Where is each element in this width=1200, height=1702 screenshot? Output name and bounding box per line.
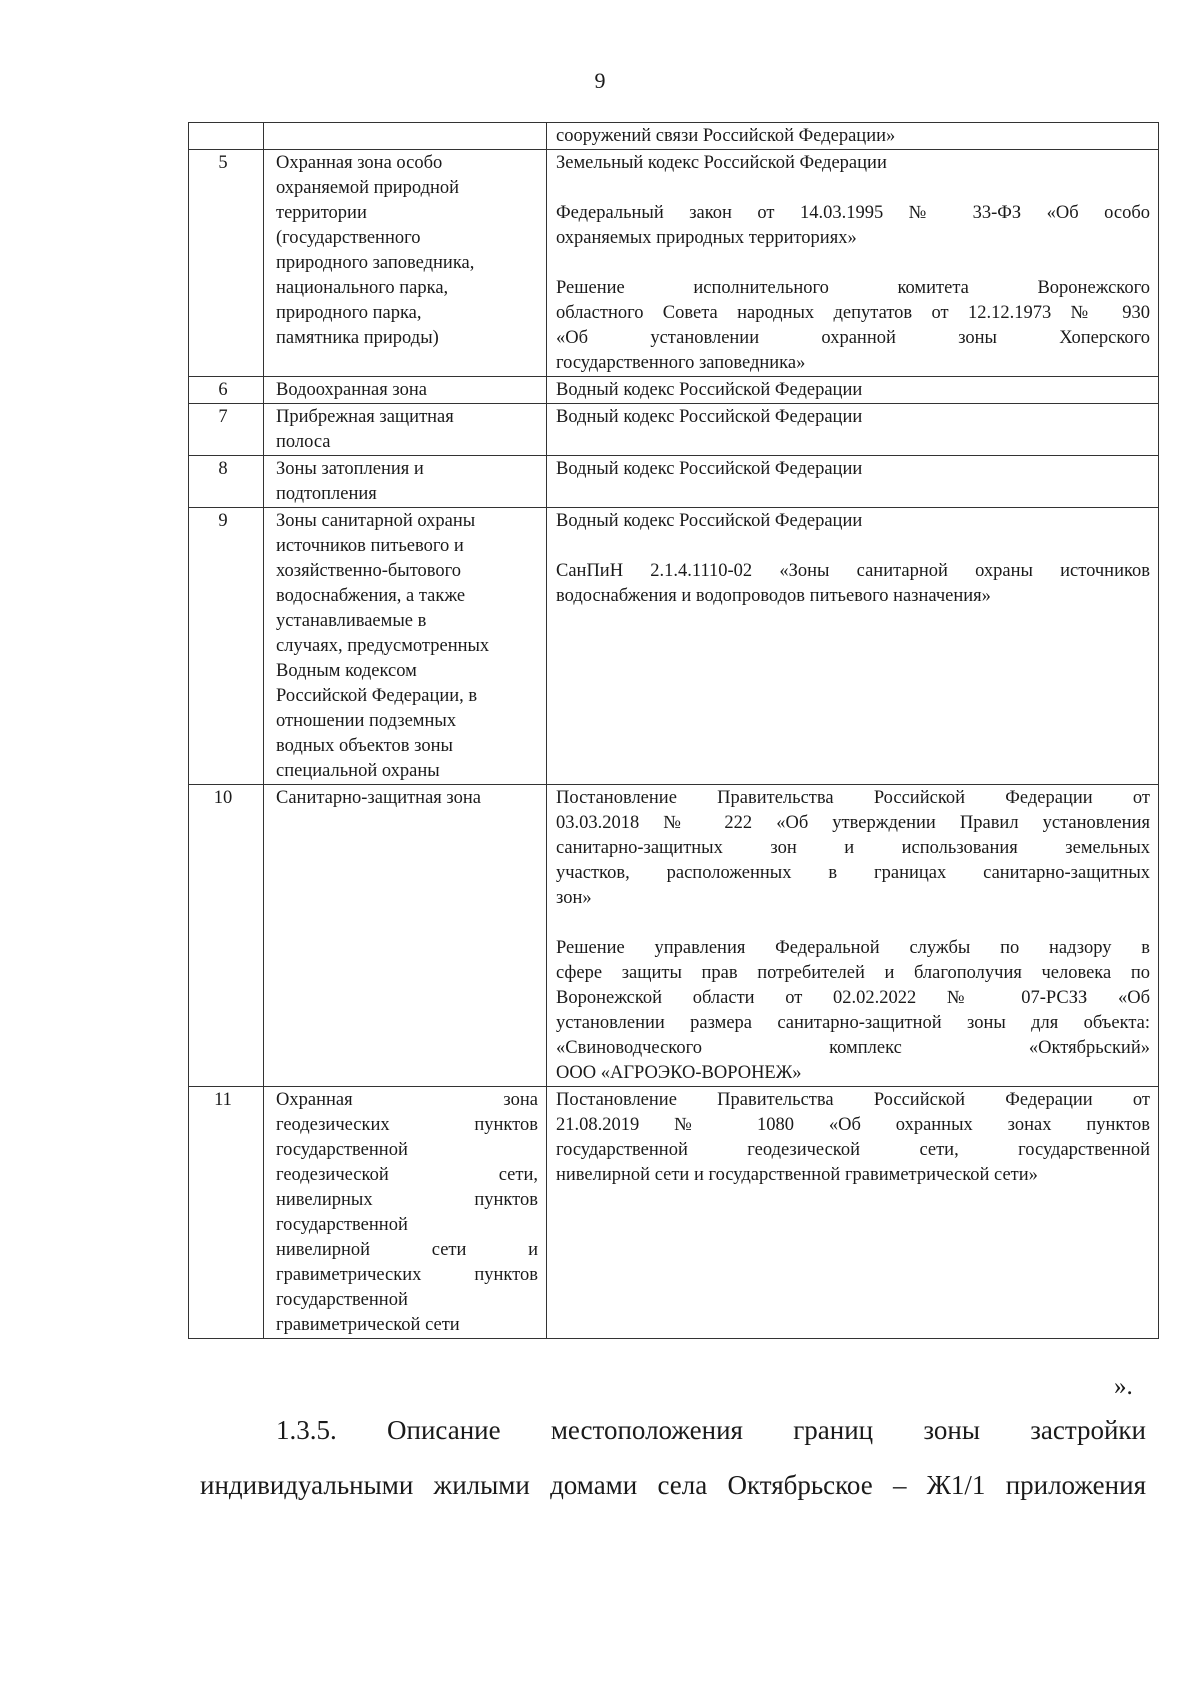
row-number: 6	[189, 377, 264, 404]
zone-name-line: Зоны санитарной охраны	[276, 511, 476, 531]
legal-basis-line: государственного заповедника»	[556, 353, 806, 373]
legal-basis-paragraph	[556, 509, 1150, 534]
zone-name-line: источников питьевого и	[276, 536, 464, 556]
legal-basis-line: «Свиноводческого комплекс «Октябрьский»	[556, 1038, 1150, 1058]
legal-basis-line: Решение управления Федеральной службы по надзору в	[556, 938, 1150, 958]
legal-basis-line: охраняемых природных территориях»	[556, 228, 857, 248]
zone-name-line: Российской Федерации, в	[276, 686, 478, 706]
legal-basis-paragraph	[556, 786, 1150, 911]
legal-basis-line: Водный кодекс Российской Федерации	[556, 407, 863, 427]
row-number: 7	[189, 404, 264, 456]
zone-name-cell	[264, 456, 547, 508]
legal-basis-paragraph	[556, 457, 1150, 482]
legal-basis-cell	[547, 123, 1159, 150]
zone-name-line: Санитарно-защитная зона	[276, 788, 481, 808]
section-line-1: 1.3.5. Описание местоположения границ зоны застройки	[276, 1415, 1146, 1445]
row-number: 8	[189, 456, 264, 508]
zone-name-line: государственной	[276, 1215, 408, 1235]
legal-basis-line: зон»	[556, 888, 592, 908]
zone-name-line: государственной	[276, 1140, 408, 1160]
zone-name-line: водоснабжения, а также	[276, 586, 466, 606]
legal-basis-line: Водный кодекс Российской Федерации	[556, 380, 863, 400]
legal-basis-cell	[547, 404, 1159, 456]
legal-basis-line: Водный кодекс Российской Федерации	[556, 459, 863, 479]
zone-name-line: хозяйственно-бытового	[276, 561, 462, 581]
legal-basis-line: сфере защиты прав потребителей и благополучия человека по	[556, 963, 1150, 983]
zone-name-line: гравиметрической сети	[276, 1315, 460, 1335]
section-line-2: индивидуальными жилыми домами села Октябрьское – Ж1/1 приложения	[200, 1470, 1146, 1500]
zone-name-line: территории	[276, 203, 367, 223]
table-row	[189, 404, 1159, 456]
zone-name-cell	[264, 508, 547, 785]
legal-basis-paragraph	[556, 405, 1150, 430]
legal-basis-line: водоснабжения и водопроводов питьевого назначения»	[556, 586, 991, 606]
zone-name-cell	[264, 377, 547, 404]
legal-basis-line: санитарно-защитных зон и использования земельных	[556, 838, 1150, 858]
zone-name-line: Водоохранная зона	[276, 380, 427, 400]
legal-basis-line: Земельный кодекс Российской Федерации	[556, 153, 887, 173]
legal-basis-cell	[547, 456, 1159, 508]
zones-table-body	[189, 123, 1159, 1339]
legal-basis-line: Постановление Правительства Российской Федерации от	[556, 788, 1150, 808]
table-row	[189, 508, 1159, 785]
legal-basis-line: областного Совета народных депутатов от 12.12.1973 № 930	[556, 303, 1150, 323]
legal-basis-paragraph	[556, 201, 1150, 251]
legal-basis-paragraph	[556, 124, 1150, 149]
legal-basis-paragraph	[556, 276, 1150, 376]
zone-name-line: национального парка,	[276, 278, 449, 298]
legal-basis-line: СанПиН 2.1.4.1110-02 «Зоны санитарной охраны источников	[556, 561, 1150, 581]
zones-table	[188, 122, 1159, 1339]
zone-name-line: охраняемой природной	[276, 178, 460, 198]
table-row	[189, 123, 1159, 150]
zone-name-line: отношении подземных	[276, 711, 457, 731]
legal-basis-paragraph	[556, 378, 1150, 403]
table-row	[189, 150, 1159, 377]
zone-name-line: гравиметрических пунктов	[276, 1265, 538, 1285]
legal-basis-line: «Об установлении охранной зоны Хоперского	[556, 328, 1150, 348]
legal-basis-line: нивелирной сети и государственной гравиметрической сети»	[556, 1165, 1038, 1185]
zone-name-line: Прибрежная защитная	[276, 407, 454, 427]
legal-basis-line: Воронежской области от 02.02.2022 № 07-РСЗЗ «Об	[556, 988, 1150, 1008]
legal-basis-cell	[547, 785, 1159, 1087]
zone-name-line: Охранная зона	[276, 1090, 538, 1110]
legal-basis-line: сооружений связи Российской Федерации»	[556, 126, 896, 146]
legal-basis-cell	[547, 150, 1159, 377]
legal-basis-line: ООО «АГРОЭКО-ВОРОНЕЖ»	[556, 1063, 802, 1083]
legal-basis-paragraph	[556, 151, 1150, 176]
zone-name-line: подтопления	[276, 484, 377, 504]
legal-basis-cell	[547, 508, 1159, 785]
section-heading-paragraph	[200, 1403, 1146, 1513]
zone-name-line: Водным кодексом	[276, 661, 417, 681]
zone-name-line: устанавливаемые в	[276, 611, 427, 631]
zone-name-line: Зоны затопления и	[276, 459, 424, 479]
closing-quote: ».	[1114, 1373, 1133, 1400]
zone-name-line: нивелирной сети и	[276, 1240, 538, 1260]
legal-basis-paragraph	[556, 559, 1150, 609]
legal-basis-line: Федеральный закон от 14.03.1995 № 33-ФЗ «Об особо	[556, 203, 1150, 223]
zone-name-line: полоса	[276, 432, 331, 452]
row-number: 11	[189, 1087, 264, 1339]
zone-name-line: специальной охраны	[276, 761, 440, 781]
table-row	[189, 377, 1159, 404]
legal-basis-paragraph	[556, 1088, 1150, 1188]
zone-name-line: Охранная зона особо	[276, 153, 443, 173]
zone-name-line: памятника природы)	[276, 328, 439, 348]
zone-name-line: природного заповедника,	[276, 253, 475, 273]
zone-name-line: (государственного	[276, 228, 421, 248]
legal-basis-line: Постановление Правительства Российской Федерации от	[556, 1090, 1150, 1110]
zone-name-cell	[264, 785, 547, 1087]
legal-basis-line: участков, расположенных в границах санитарно-защитных	[556, 863, 1150, 883]
legal-basis-cell	[547, 377, 1159, 404]
zone-name-cell	[264, 1087, 547, 1339]
legal-basis-cell	[547, 1087, 1159, 1339]
legal-basis-line: Решение исполнительного комитета Воронежского	[556, 278, 1150, 298]
table-row	[189, 1087, 1159, 1339]
legal-basis-line: государственной геодезической сети, государственной	[556, 1140, 1150, 1160]
zone-name-cell	[264, 404, 547, 456]
legal-basis-line: 03.03.2018 № 222 «Об утверждении Правил установления	[556, 813, 1150, 833]
row-number: 5	[189, 150, 264, 377]
row-number: 10	[189, 785, 264, 1087]
zone-name-line: случаях, предусмотренных	[276, 636, 490, 656]
zone-name-line: нивелирных пунктов	[276, 1190, 538, 1210]
zone-name-line: природного парка,	[276, 303, 422, 323]
table-row	[189, 456, 1159, 508]
legal-basis-paragraph	[556, 936, 1150, 1086]
zone-name-line: государственной	[276, 1290, 408, 1310]
zone-name-line: геодезических пунктов	[276, 1115, 538, 1135]
zone-name-cell	[264, 150, 547, 377]
row-number: 9	[189, 508, 264, 785]
page-number: 9	[594, 68, 606, 93]
table-row	[189, 785, 1159, 1087]
legal-basis-line: установлении размера санитарно-защитной зоны для объекта:	[556, 1013, 1150, 1033]
zone-name-line: геодезической сети,	[276, 1165, 538, 1185]
row-number	[189, 123, 264, 150]
zone-name-line: водных объектов зоны	[276, 736, 453, 756]
legal-basis-line: 21.08.2019 № 1080 «Об охранных зонах пунктов	[556, 1115, 1150, 1135]
legal-basis-line: Водный кодекс Российской Федерации	[556, 511, 863, 531]
zone-name-cell	[264, 123, 547, 150]
